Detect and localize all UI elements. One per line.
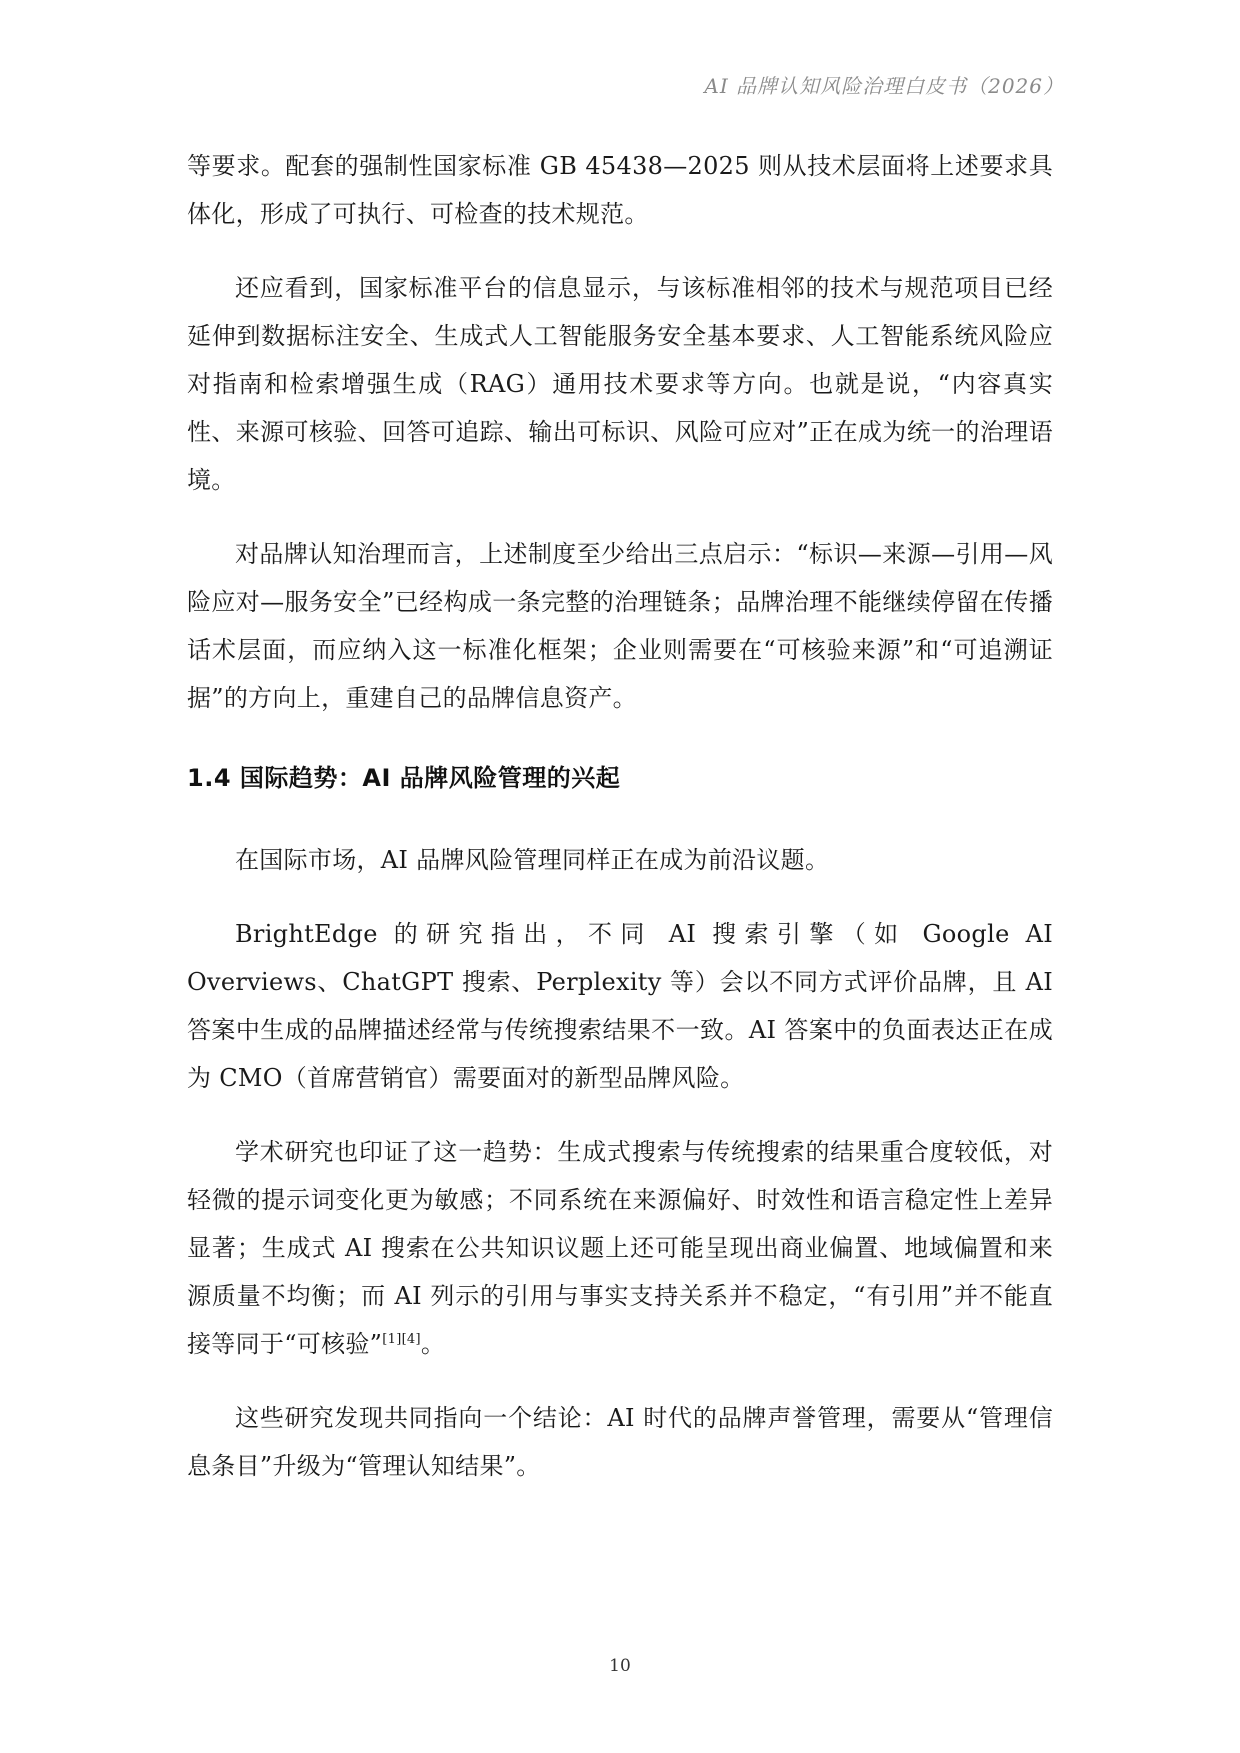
citation-reference[interactable]: [1][4] <box>382 1332 421 1347</box>
paragraph-brightedge: BrightEdge 的研究指出，不同 AI 搜索引擎（如 Google AI Overviews、ChatGPT 搜索、Perplexity 等）会以不同方式评价品牌，且 AI 答案中生成的品牌描述经常与传统搜索结果不一致。AI 答案中的负面表达正在成为 CMO（首席营销官）需要面对的新型品牌风险。 <box>187 920 1053 1092</box>
academic-research-end: 。 <box>420 1330 446 1358</box>
page-number: 10 <box>609 1656 631 1676</box>
paragraph-standard-platform: 还应看到，国家标准平台的信息显示，与该标准相邻的技术与规范项目已经延伸到数据标注安全、生成式人工智能服务安全基本要求、人工智能系统风险应对指南和检索增强生成（RAG）通用技术要求等方向。也就是说，“内容真实性、来源可核验、回答可追踪、输出可标识、风险可应对”正在成为统一的治理语境。 <box>187 274 1053 494</box>
paragraph-academic-research <box>187 1128 1053 1368</box>
academic-research-text: 学术研究也印证了这一趋势：生成式搜索与传统搜索的结果重合度较低，对轻微的提示词变化更为敏感；不同系统在来源偏好、时效性和语言稳定性上差异显著；生成式 AI 搜索在公共知识议题上还可能呈现出商业偏置、地域偏置和来源质量不均衡；而 AI 列示的引用与事实支持关系并不稳定，“有引用”并不能直接等同于“可核验” <box>187 1138 1053 1358</box>
paragraph-standard-gb: 等要求。配套的强制性国家标准 GB 45438—2025 则从技术层面将上述要求具体化，形成了可执行、可检查的技术规范。 <box>187 152 1053 228</box>
page-body <box>187 142 1053 1516</box>
section-heading: 1.4 国际趋势：AI 品牌风险管理的兴起 <box>187 764 621 792</box>
paragraph-conclusion: 这些研究发现共同指向一个结论：AI 时代的品牌声誉管理，需要从“管理信息条目”升级为“管理认知结果”。 <box>187 1404 1053 1480</box>
running-header: AI 品牌认知风险治理白皮书（2026） <box>704 74 1064 98</box>
paragraph-brand-implications: 对品牌认知治理而言，上述制度至少给出三点启示：“标识—来源—引用—风险应对—服务安全”已经构成一条完整的治理链条；品牌治理不能继续停留在传播话术层面，而应纳入这一标准化框架；企业则需要在“可核验来源”和“可追溯证据”的方向上，重建自己的品牌信息资产。 <box>187 540 1053 712</box>
paragraph-international-intro: 在国际市场，AI 品牌风险管理同样正在成为前沿议题。 <box>235 846 830 874</box>
